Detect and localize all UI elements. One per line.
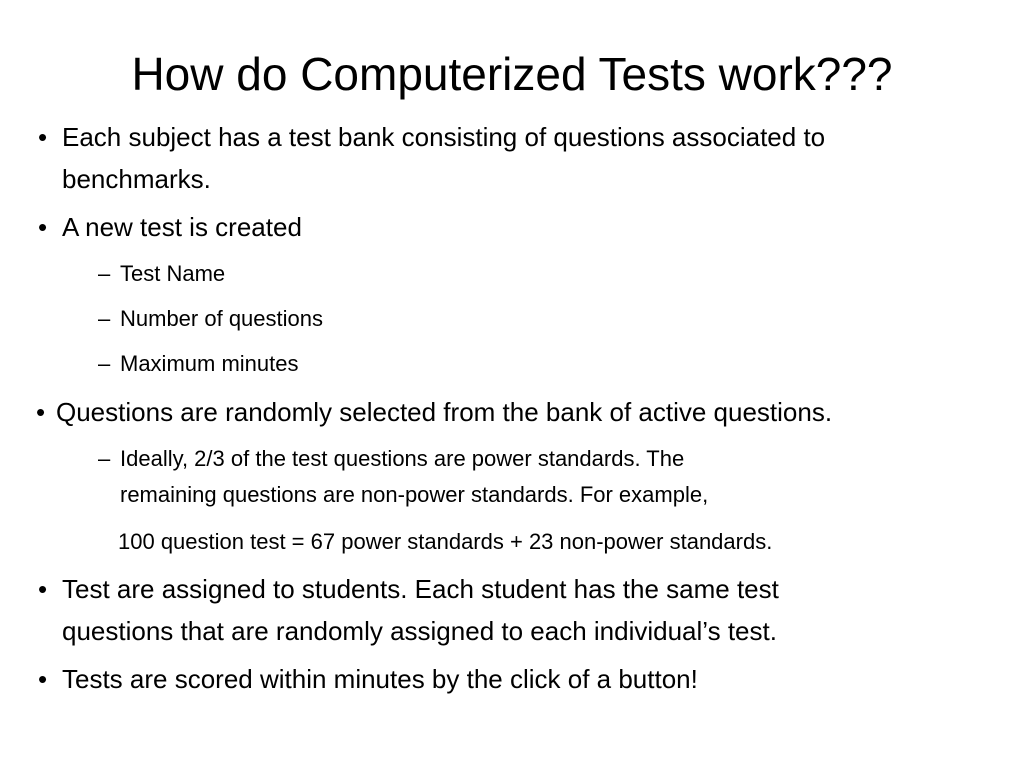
bullet-text: Tests are scored within minutes by the click of a button! xyxy=(62,664,698,694)
bullet-icon: • xyxy=(38,122,48,152)
dash-icon: – xyxy=(98,306,111,331)
dash-icon: – xyxy=(98,351,111,376)
bullet-text: Each subject has a test bank consisting of questions associated to xyxy=(62,122,826,152)
bullet-icon: • xyxy=(36,397,46,427)
dash-icon: – xyxy=(98,261,111,286)
bullet-text: Questions are randomly selected from the bank of active questions. xyxy=(56,397,833,427)
bullet-text-continued: benchmarks. xyxy=(62,164,211,194)
bullet-text: Test are assigned to students. Each student has the same test xyxy=(62,574,779,604)
bullet-text: A new test is created xyxy=(62,212,302,242)
sub-bullet-text-continued: remaining questions are non-power standards. For example, xyxy=(120,482,709,507)
slide-title: How do Computerized Tests work??? xyxy=(131,48,893,100)
bullet-text-continued: questions that are randomly assigned to each individual’s test. xyxy=(62,616,777,646)
bullet-icon: • xyxy=(38,212,48,242)
sub-bullet-text: Number of questions xyxy=(120,306,323,331)
bullet-icon: • xyxy=(38,574,48,604)
sub-bullet-text: Test Name xyxy=(120,261,226,286)
example-text: 100 question test = 67 power standards + 23 non-power standards. xyxy=(118,529,773,554)
bullet-icon: • xyxy=(38,664,48,694)
sub-bullet-text: Ideally, 2/3 of the test questions are power standards. The xyxy=(120,446,685,471)
sub-bullet-text: Maximum minutes xyxy=(120,351,299,376)
dash-icon: – xyxy=(98,446,111,471)
